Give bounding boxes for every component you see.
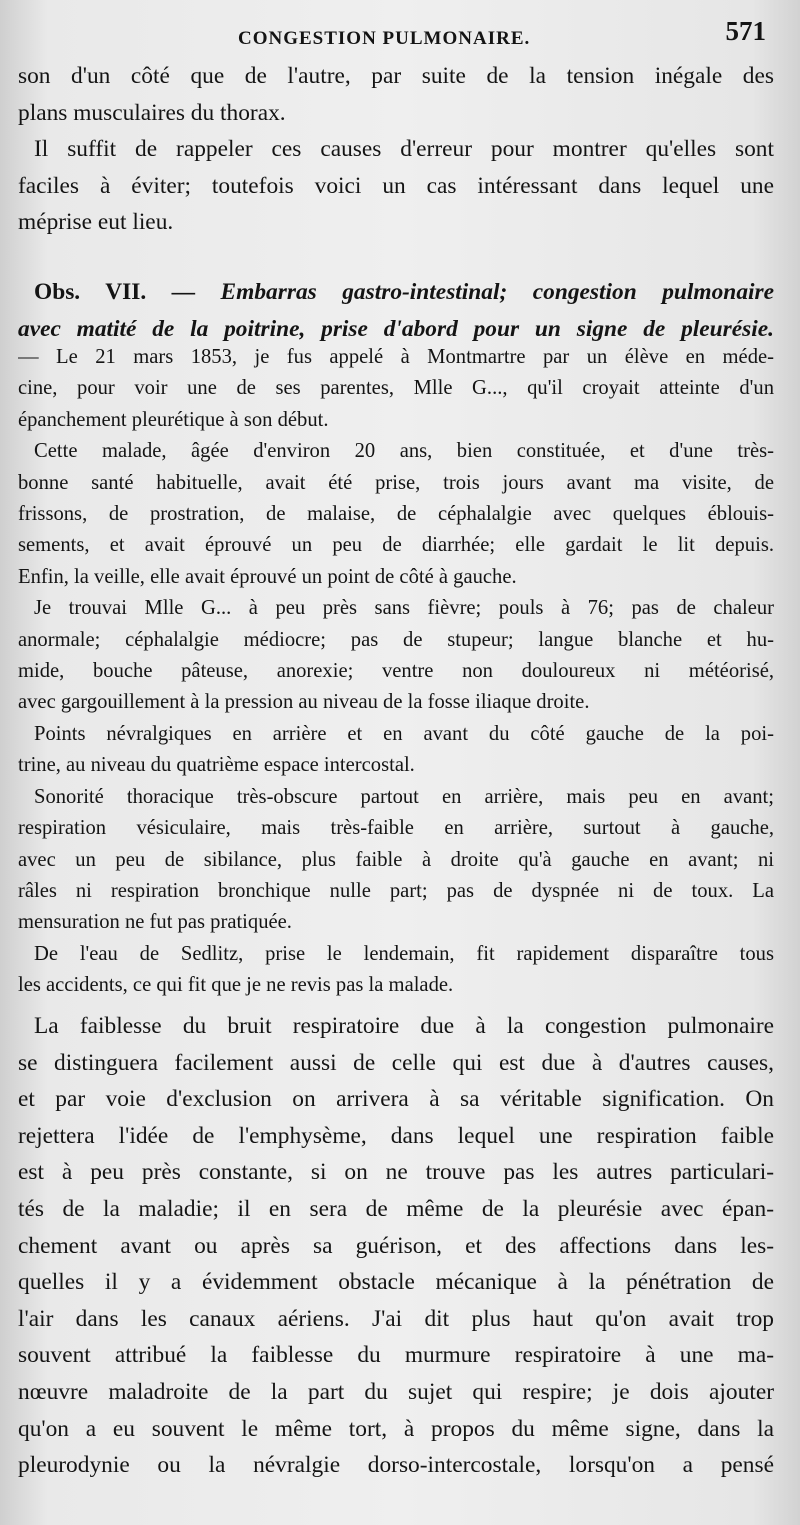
text-line: frissons, de prostration, de malaise, de céphalalgie avec quelques éblouis- — [18, 503, 774, 526]
text-line: Cette malade, âgée d'environ 20 ans, bien constituée, et d'une très- — [34, 440, 774, 463]
text-line: sements, et avait éprouvé un peu de diarrhée; elle gardait le lit depuis. — [18, 534, 774, 557]
text-line: bonne santé habituelle, avait été prise, trois jours avant ma visite, de — [18, 471, 774, 494]
text-line: — Le 21 mars 1853, je fus appelé à Montmartre par un élève en méde- — [18, 346, 774, 368]
conclusion-paragraph — [18, 1008, 774, 1484]
observation-title-line — [18, 274, 774, 311]
text-line: La faiblesse du bruit respiratoire due à la congestion pulmonaire — [34, 1013, 774, 1039]
text-line: l'air dans les canaux aériens. J'ai dit plus haut qu'on avait trop — [18, 1305, 774, 1332]
text-line: se distinguera facilement aussi de celle qui est due à d'autres causes, — [18, 1049, 774, 1076]
observation-title: Embarras gastro-intestinal; congestion pulmonaire — [220, 279, 774, 305]
text-line: Il suffit de rappeler ces causes d'erreur pour montrer qu'elles sont — [34, 136, 774, 163]
text-line: pleurodynie ou la névralgie dorso-intercostale, lorsqu'on a pensé — [18, 1452, 774, 1479]
text-line: avec gargouillement à la pression au niveau de la fosse iliaque droite. — [18, 691, 590, 714]
text-line: faciles à éviter; toutefois voici un cas intéressant dans lequel une — [18, 172, 774, 199]
text-line: mide, bouche pâteuse, anorexie; ventre non douloureux ni météorisé, — [18, 660, 774, 683]
text-line: mensuration ne fut pas pratiquée. — [18, 911, 292, 934]
text-line: Sonorité thoracique très-obscure partout en arrière, mais peu en avant; — [34, 785, 774, 808]
text-line: avec un peu de sibilance, plus faible à droite qu'à gauche en avant; ni — [18, 848, 774, 871]
text-line: respiration vésiculaire, mais très-faible en arrière, surtout à gauche, — [18, 817, 774, 840]
text-line: trine, au niveau du quatrième espace intercostal. — [18, 754, 415, 777]
text-line: Je trouvai Mlle G... à peu près sans fièvre; pouls à 76; pas de chaleur — [34, 597, 774, 620]
text-line: Points névralgiques en arrière et en avant du côté gauche de la poi- — [34, 722, 774, 745]
text-line: épanchement pleurétique à son début. — [18, 408, 329, 431]
text-line: son d'un côté que de l'autre, par suite de la tension inégale des — [18, 63, 774, 89]
text-line: râles ni respiration bronchique nulle part; pas de dyspnée ni de toux. La — [18, 879, 774, 902]
intro-paragraph — [18, 58, 774, 241]
page-number: 571 — [725, 16, 766, 46]
text-line: cine, pour voir une de ses parentes, Mlle G..., qu'il croyait atteinte d'un — [18, 377, 774, 400]
text-line: tés de la maladie; il en sera de même de la pleurésie avec épan- — [18, 1195, 774, 1222]
text-line: et par voie d'exclusion on arrivera à sa véritable signification. On — [18, 1086, 774, 1113]
text-line: anormale; céphalalgie médiocre; pas de stupeur; langue blanche et hu- — [18, 628, 774, 651]
text-line: qu'on a eu souvent le même tort, à propos du même signe, dans la — [18, 1415, 774, 1442]
text-line: nœuvre maladroite de la part du sujet qui respire; je dois ajouter — [18, 1378, 774, 1405]
observation-heading — [18, 274, 774, 347]
running-title: CONGESTION PULMONAIRE. — [238, 28, 531, 49]
text-line: rejettera l'idée de l'emphysème, dans lequel une respiration faible — [18, 1122, 774, 1149]
text-line: De l'eau de Sedlitz, prise le lendemain, fit rapidement disparaître tous — [34, 942, 774, 965]
observation-title-line: avec matité de la poitrine, prise d'abord pour un signe de pleurésie. — [18, 315, 774, 342]
text-line: souvent attribué la faiblesse du murmure respiratoire à une ma- — [18, 1342, 774, 1369]
text-line: quelles il y a évidemment obstacle mécanique à la pénétration de — [18, 1269, 774, 1296]
text-line: les accidents, ce qui fit que je ne revis pas la malade. — [18, 974, 454, 997]
observation-body — [18, 342, 774, 1002]
text-line: méprise eut lieu. — [18, 209, 174, 236]
text-line: plans musculaires du thorax. — [18, 99, 286, 126]
page-header — [0, 14, 800, 58]
text-line: chement avant ou après sa guérison, et des affections dans les- — [18, 1232, 774, 1259]
observation-label: Obs. VII. — — [34, 279, 196, 305]
text-line: est à peu près constante, si on ne trouve pas les autres particulari- — [18, 1159, 774, 1186]
text-line: Enfin, la veille, elle avait éprouvé un point de côté à gauche. — [18, 565, 517, 588]
